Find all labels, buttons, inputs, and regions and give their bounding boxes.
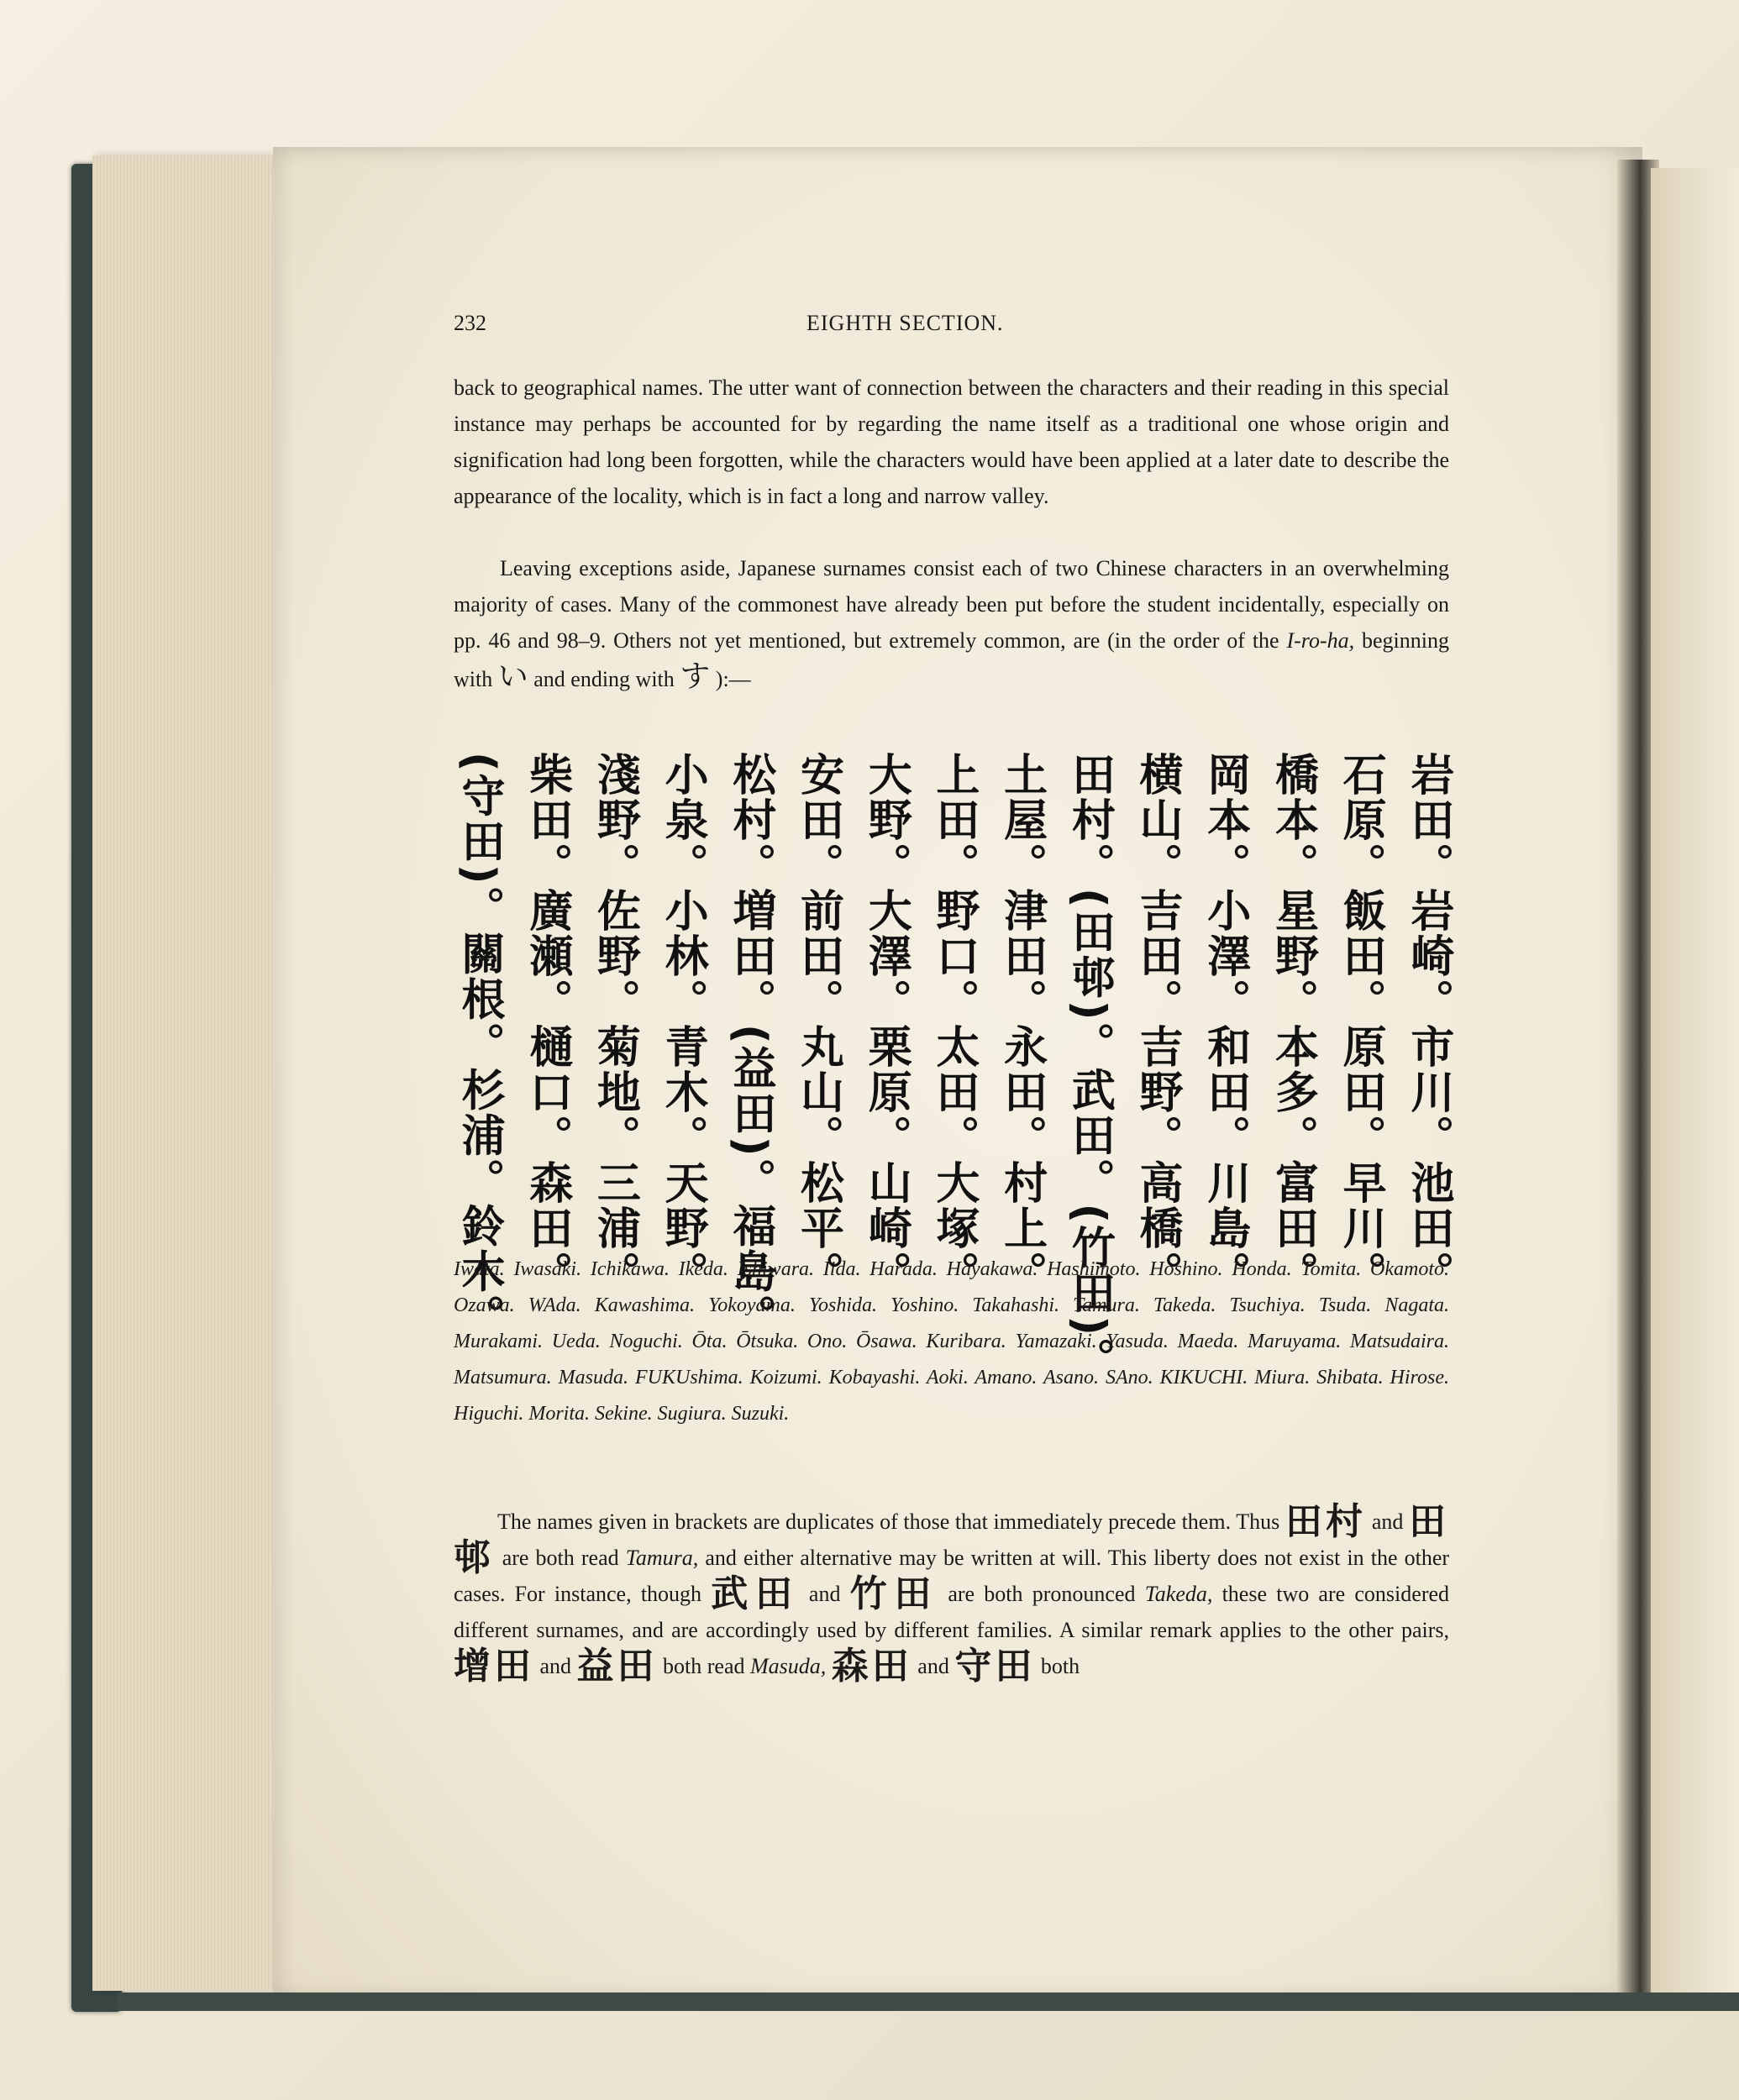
para3-text: both read	[663, 1654, 745, 1678]
running-head	[454, 311, 1487, 344]
para3-text: and either alternative may be written at will. This liberty does not exist in the other cases. For instance, though	[454, 1546, 1450, 1606]
para3-text: are both pronounced	[948, 1582, 1136, 1606]
kana-su: す	[680, 659, 711, 694]
kanji-tamura: 田村	[1285, 1500, 1367, 1543]
kanji-column: 大野。大澤。栗原。山崎。	[860, 752, 912, 1296]
kanji-column: 柴田。廣瀬。樋口。森田。	[521, 752, 572, 1296]
para2-mid2: and ending with	[533, 667, 675, 691]
kanji-column: 田村。(田邨)。武田。(竹田)。	[1064, 752, 1115, 1383]
kanji-column: 横山。吉田。吉野。高橋。	[1132, 752, 1183, 1296]
kanji-column: 松村。増田。(益田)。福島。	[724, 752, 775, 1340]
kanji-column: 安田。前田。丸山。松平。	[792, 752, 843, 1296]
kanji-column: 上田。野口。太田。大塚。	[927, 752, 979, 1296]
kanji-column: 小泉。小林。青木。天野。	[657, 752, 708, 1296]
reading-takeda: Takeda,	[1144, 1582, 1213, 1606]
kanji-column: 土屋。津田。永田。村上。	[996, 752, 1047, 1296]
para3-text: and	[1371, 1509, 1404, 1534]
kana-i: い	[497, 659, 528, 694]
reading-masuda: Masuda,	[750, 1654, 827, 1678]
kanji-masuda: 增田	[454, 1645, 534, 1688]
kanji-takeda-alt: 竹田	[849, 1572, 939, 1615]
kanji-takeda: 武田	[711, 1572, 800, 1615]
kanji-column: 石原。飯田。原田。早川。	[1335, 752, 1386, 1296]
paragraph-1: back to geographical names. The utter want of connection between the characters and their reading in this special instance may perhaps be accounted for by regarding the name itself as a traditional one whose origin and signification had long been forgotten, while the characters would have been applied at a later date to describe the appearance of the locality, which is in fact a long and narrow valley.	[454, 375, 1449, 508]
kanji-tamura-alt: 田邨	[454, 1500, 1449, 1579]
kanji-masuda-alt: 益田	[576, 1645, 658, 1688]
facing-page	[1651, 168, 1739, 1999]
romanized-surnames: Iwata. Iwasaki. Ichikawa. Ikeda. Ishiwara. Iida. Harada. Hayakawa. Hashimoto. Hoshino. Honda. Tomita. Okamoto. Ozawa. WAda. Kawashima. Yokoyama. Yoshida. Yoshino. Takahashi. Tamura. Takeda. Tsuchiya. Tsuda. Nagata. Murakami. Ueda. Noguchi. Ōta. Ōtsuka. Ono. Ōsawa. Kuribara. Yamazaki. Yasuda. Maeda. Maruyama. Matsudaira. Matsumura. Masuda. FUKUshima. Koizumi. Kobayashi. Aoki. Amano. Asano. SAno. KIKUCHI. Miura. Shibata. Hirose. Higuchi. Morita. Sekine. Sugiura. Suzuki.	[454, 1258, 1449, 1425]
para3-text: are both read	[502, 1546, 619, 1570]
para3-text: and	[539, 1654, 572, 1678]
para3-text: these two are considered different surnames, and are accordingly used by different families. A similar remark applies to the other pairs,	[454, 1582, 1450, 1642]
para3-text: and	[808, 1582, 841, 1606]
kanji-morita: 森田	[831, 1645, 912, 1688]
kanji-column: (守田)。關根。杉浦。鈴木。	[454, 752, 504, 1340]
para3-text: The names given in brackets are duplicates of those that immediately precede them. Thus	[497, 1509, 1280, 1534]
kanji-morita-alt: 守田	[954, 1645, 1036, 1688]
kanji-column: 岡本。小澤。和田。川島。	[1199, 752, 1250, 1296]
reading-tamura: Tamura,	[625, 1546, 699, 1570]
kanji-column: 橋本。星野。本多。富田。	[1267, 752, 1318, 1296]
para3-text: and	[917, 1654, 949, 1678]
para2-text: Leaving exceptions aside, Japanese surnames consist each of two Chinese characters in an overwhelming majority of cases. Many of the commonest have already been put before the student incidentally, especially on pp. 46 and 98–9. Others not yet mentioned, but extremely common, are (in the order of the	[454, 556, 1449, 653]
paragraph-3	[454, 1500, 1450, 1688]
para2-end: ):—	[715, 667, 751, 691]
section-title: EIGHTH SECTION.	[806, 311, 1004, 335]
kanji-column: 淺野。佐野。菊地。三浦。	[589, 752, 640, 1296]
page-edges	[92, 155, 273, 1991]
paragraph-2	[454, 550, 1449, 697]
kanji-column: 岩田。岩崎。市川。池田。	[1402, 752, 1453, 1296]
iroha-term: I-ro-ha,	[1286, 628, 1355, 653]
book-cover-bottom	[118, 1992, 1739, 2011]
para3-text: both	[1040, 1654, 1080, 1678]
page-number: 232	[454, 311, 486, 335]
para2-mid: beginning with	[454, 628, 1450, 691]
